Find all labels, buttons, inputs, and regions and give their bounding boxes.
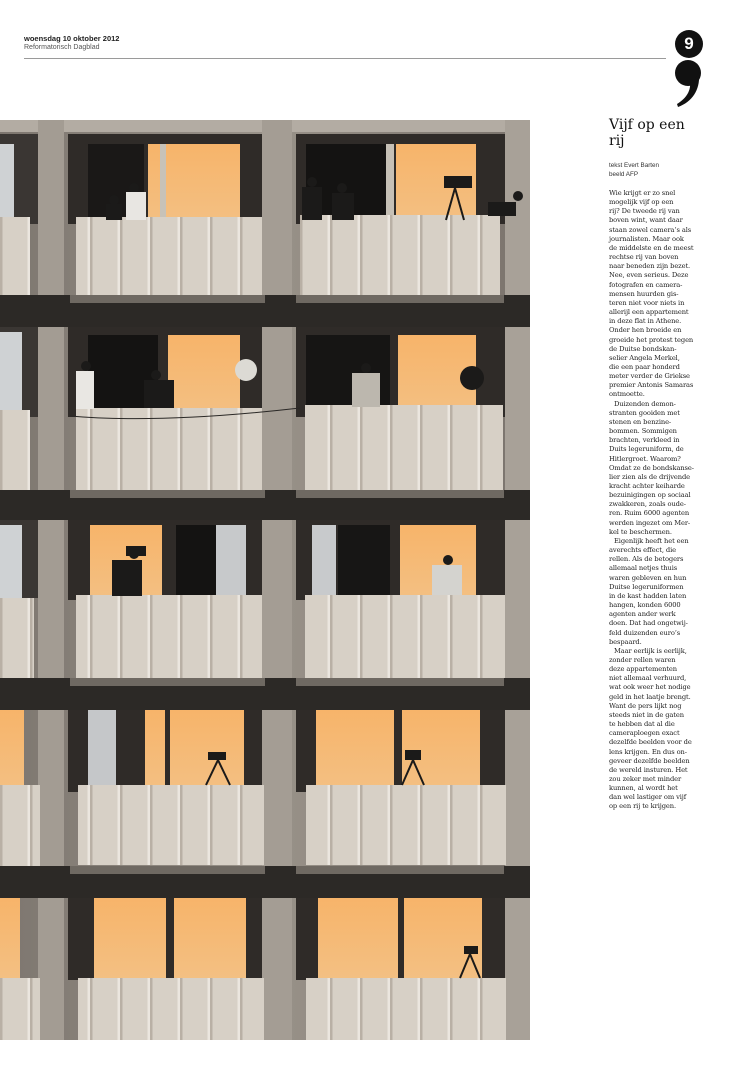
article-body-line: hangen, konden 6000 — [609, 601, 681, 610]
article-body-line: in deze flat in Athene. — [609, 317, 682, 326]
article-body-line: Eigenlijk heeft het een — [614, 536, 689, 545]
article-body-line: agenten ander werk — [609, 610, 676, 619]
article-body-line: journalisten. Maar ook — [609, 234, 684, 243]
article-body-line: dezelfde beelden voor de — [609, 738, 692, 747]
article-body-line: allerijl een appartement — [609, 308, 689, 317]
article-body-line: in de kast hadden laten — [609, 591, 687, 600]
main-photo — [0, 120, 530, 1040]
article-body-line: Duits legeruniform, de — [609, 445, 684, 454]
page-number: 9 — [675, 30, 703, 58]
article-body-line: bezuinigingen op sociaal — [609, 491, 691, 500]
article-body-line: Duizenden demon- — [614, 399, 676, 408]
article-body-line: bommen. Sommigen — [609, 427, 677, 436]
article-body-line: Want de pers lijkt nog — [609, 701, 682, 710]
article-body-line: premier Antonis Samaras — [609, 381, 694, 390]
article-body-line: staan zowel camera’s als — [609, 225, 692, 234]
article-body-line: op een rij te krijgen. — [609, 802, 677, 811]
article-body-line: waren gebleven en hun — [609, 573, 687, 582]
article-body-line: steeds niet in de gaten — [609, 710, 684, 719]
article-body-line: naar beneden zijn bezet. — [609, 262, 691, 271]
article-body-line: rellen. Als de betogers — [609, 555, 684, 564]
credit-photo: beeld AFP — [609, 171, 639, 178]
article-body-line: Omdat ze de bondskanse- — [609, 463, 694, 472]
article-body-line: boven wint, want daar — [609, 216, 683, 225]
article-body-line: ontmoette. — [609, 390, 645, 399]
article-body-line: de middelste en de meest — [609, 243, 694, 252]
article-body-line: selier Angela Merkel, — [609, 353, 680, 362]
article-body-line: zonder rellen waren — [609, 655, 676, 664]
article-body-line: meter verder de Griekse — [609, 372, 690, 381]
article-body-line: Duitse legeruniformen — [609, 582, 684, 591]
article-body-line: geveer dezelfde beelden — [609, 756, 690, 765]
article-body-line: lens krijgen. En dus on- — [609, 747, 687, 756]
article-body-line: fotografen en camera- — [609, 280, 683, 289]
article-body-line: kel te beschermen. — [609, 527, 672, 536]
article-body-line: de wereld insturen. Het — [609, 765, 688, 774]
article-body-line: groeide het protest tegen — [609, 335, 694, 344]
article — [609, 118, 709, 812]
article-body-line: wat ook weer het nodige — [609, 683, 691, 692]
credit-text: tekst Evert Barten — [609, 162, 660, 169]
article-body-line: werden ingezet om Mer- — [609, 518, 691, 527]
article-body-line: rij? De tweede rij van — [609, 207, 680, 216]
article-body-line: kunnen, al wordt het — [609, 784, 678, 793]
article-body-line: zou zeker met minder — [609, 775, 682, 783]
article-body-line: de Duitse bondskan- — [609, 344, 677, 353]
article-body-line: brachten, verkleed in — [609, 436, 680, 445]
article-credits — [609, 161, 709, 179]
comma-logo-icon — [672, 60, 704, 108]
headline-line: Vijf op een — [609, 117, 685, 133]
article-body-line: stranten gooiden met — [609, 408, 680, 417]
photo-building-balconies-with-cameras-icon — [0, 120, 530, 1040]
headline-line: rij — [609, 132, 625, 149]
article-body-line: Maar eerlijk is eerlijk, — [614, 646, 687, 655]
article-body-line: Hitlergroet. Waarom? — [609, 454, 681, 463]
article-body-line: doen. Dat had ongetwij- — [609, 619, 688, 628]
article-body-line: averechts effect, die — [609, 546, 677, 555]
article-body-line: zwakkeren, zoals oude- — [609, 500, 686, 509]
header-date: woensdag 10 oktober 2012 — [24, 34, 120, 43]
article-body-line: bespaard. — [609, 637, 642, 646]
article-body-line: kracht achter keiharde — [609, 482, 685, 490]
article-body-line: die een paar honderd — [609, 362, 680, 371]
article-body-line: cameraploegen exact — [609, 729, 680, 738]
article-body-line: niet allemaal verhuurd, — [609, 674, 687, 683]
article-body-line: ren. Ruim 6000 agenten — [609, 509, 690, 518]
article-body-line: teren niet voor niets in — [609, 298, 685, 307]
article-body-line: allemaal netjes thuis — [609, 564, 678, 573]
article-body-line: mogelijk vijf op een — [609, 198, 674, 207]
article-body-line: te hebben dat al die — [609, 720, 675, 729]
article-body-line: feld duizenden euro’s — [609, 628, 681, 637]
article-body-line: geld in het laatje brengt. — [609, 692, 691, 701]
article-body-line: Onder hen broeide en — [609, 326, 682, 335]
article-body-line: mensen huurden gis- — [609, 289, 679, 298]
article-body-line: dan wel lastiger om vijf — [609, 793, 687, 802]
header-publication: Reformatorisch Dagblad — [24, 44, 100, 51]
article-body-line: deze appartementen — [609, 665, 677, 674]
article-body-line: Nee, even serieus. Deze — [609, 271, 689, 280]
article-headline — [609, 118, 709, 149]
article-body — [609, 189, 709, 812]
article-body-line: rechtse rij van boven — [609, 253, 679, 262]
header-divider — [24, 58, 666, 59]
article-body-line: Wie krijgt er zo snel — [609, 189, 676, 197]
article-body-line: stenen en benzine- — [609, 417, 672, 426]
article-body-line: lier zien als de drijvende — [609, 472, 691, 481]
